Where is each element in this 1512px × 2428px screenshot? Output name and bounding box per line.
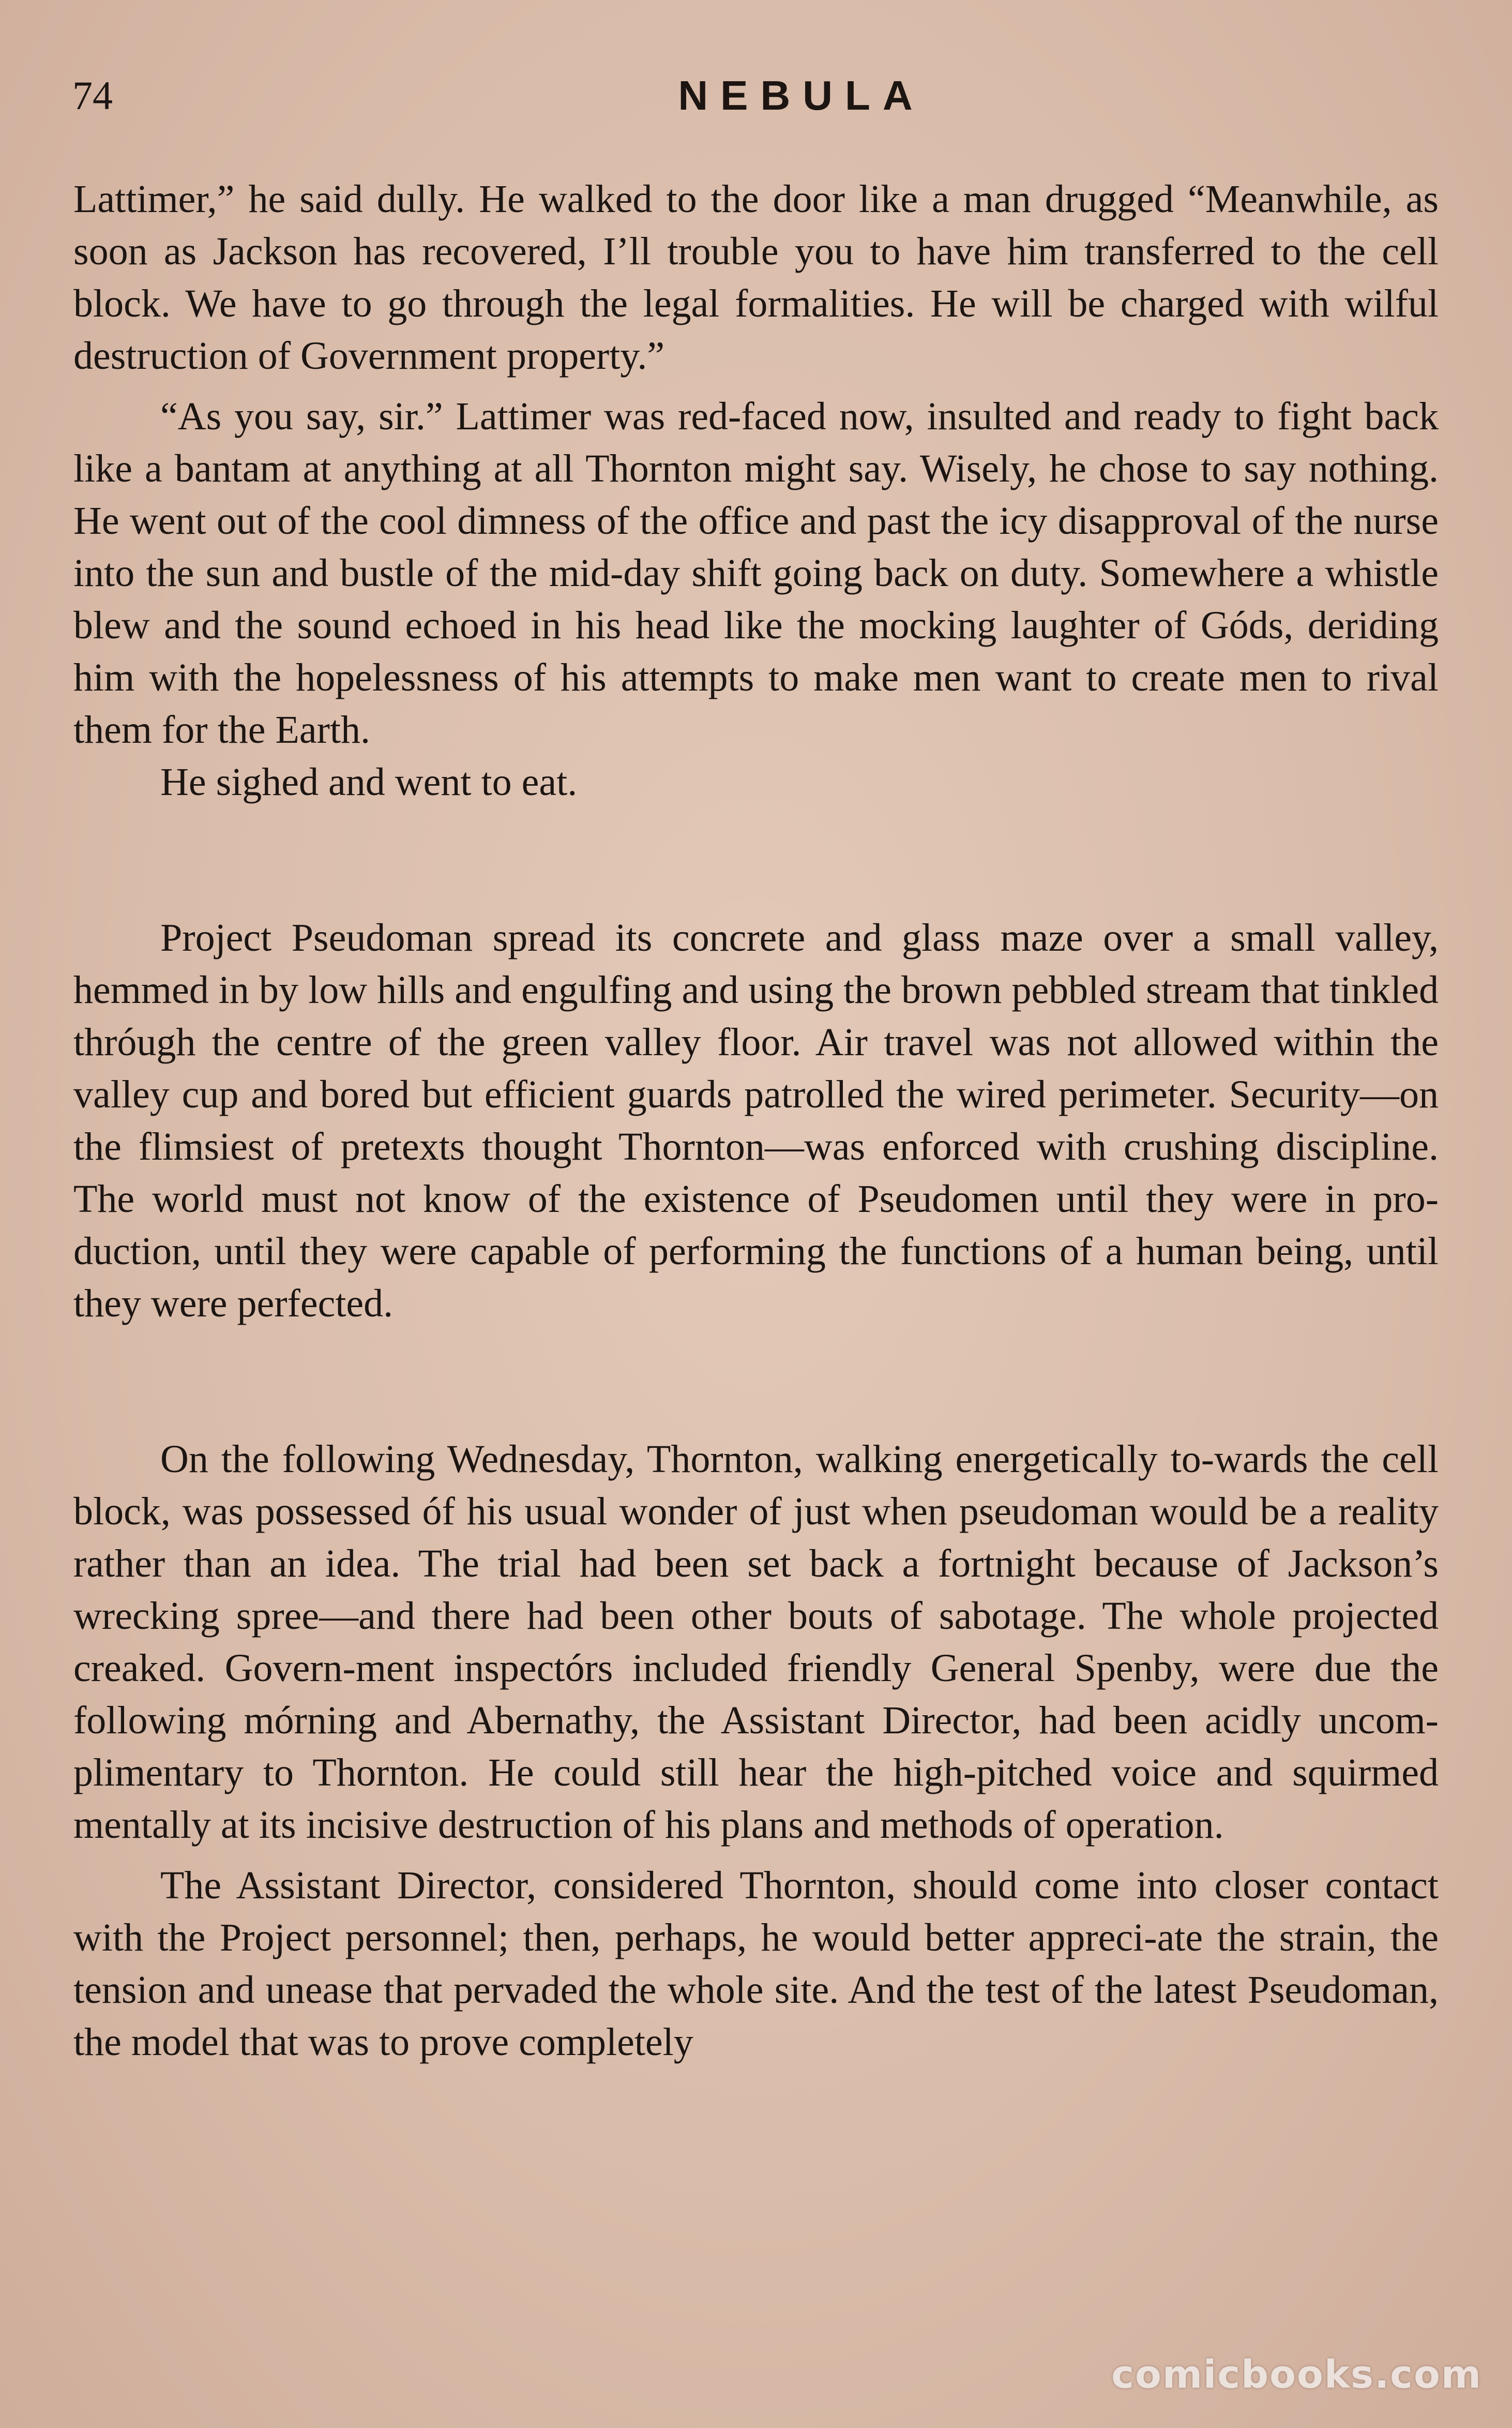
paragraph-6: The Assistant Director, considered Thornton, should come into closer contact with the Project personnel; then, perhaps, he would better appreci-ate the strain, the tension and unease that pervaded the whole site. And the test of the latest Pseudoman, the model that was to prove completely xyxy=(73,1864,1439,2064)
section-break xyxy=(73,808,1439,912)
watermark: comicbooks.com xyxy=(1111,2352,1482,2397)
body-text xyxy=(73,173,1439,2069)
page-header xyxy=(72,67,1438,124)
paragraph-4: Project Pseudoman spread its concrete and glass maze over a small valley, hemmed in by low hills and engulfing and using the brown pebbled stream that tinkled thróugh the centre of the green valley floor. Air travel was not allowed within the valley cup and bored but efficient guards patrolled the wired perimeter. Security—on the flimsiest of pretexts thought Thornton—was enforced with crushing discipline. The world must not know of the existence of Pseudomen until they were in pro-duction, until they were capable of performing the functions of a human being, until they were perfected. xyxy=(73,916,1439,1325)
paragraph-1: Lattimer,” he said dully. He walked to the door like a man drugged “Meanwhile, as soon as Jackson has recovered, I’ll trouble you to have him transferred to the cell block. We have to go through the legal formalities. He will be charged with wilful destruction of Government property.” xyxy=(73,177,1439,378)
section-break xyxy=(73,1330,1439,1433)
paragraph-3: He sighed and went to eat. xyxy=(160,760,578,804)
page-number: 74 xyxy=(72,73,113,118)
running-head: NEBULA xyxy=(678,72,925,118)
paragraph-2: “As you say, sir.” Lattimer was red-faced now, insulted and ready to fight back like a bantam at anything at all Thornton might say. Wisely, he chose to say nothing. He went out of the cool dimness of the office and past the icy disapproval of the nurse into the sun and bustle of the mid-day shift going back on duty. Somewhere a whistle blew and the sound echoed in his head like the mocking laughter of Góds, deriding him with the hopelessness of his attempts to make men want to create men to rival them for the Earth. xyxy=(73,395,1439,752)
paragraph-5: On the following Wednesday, Thornton, walking energetically to-wards the cell block, was possessed óf his usual wonder of just when pseudoman would be a reality rather than an idea. The trial had been set back a fortnight because of Jackson’s wrecking spree—and there had been other bouts of sabotage. The whole projected creaked. Govern-ment inspectórs included friendly General Spenby, were due the following mórning and Abernathy, the Assistant Director, had been acidly uncom-plimentary to Thornton. He could still hear the high-pitched voice and squirmed mentally at its incisive destruction of his plans and methods of operation. xyxy=(73,1437,1439,1847)
